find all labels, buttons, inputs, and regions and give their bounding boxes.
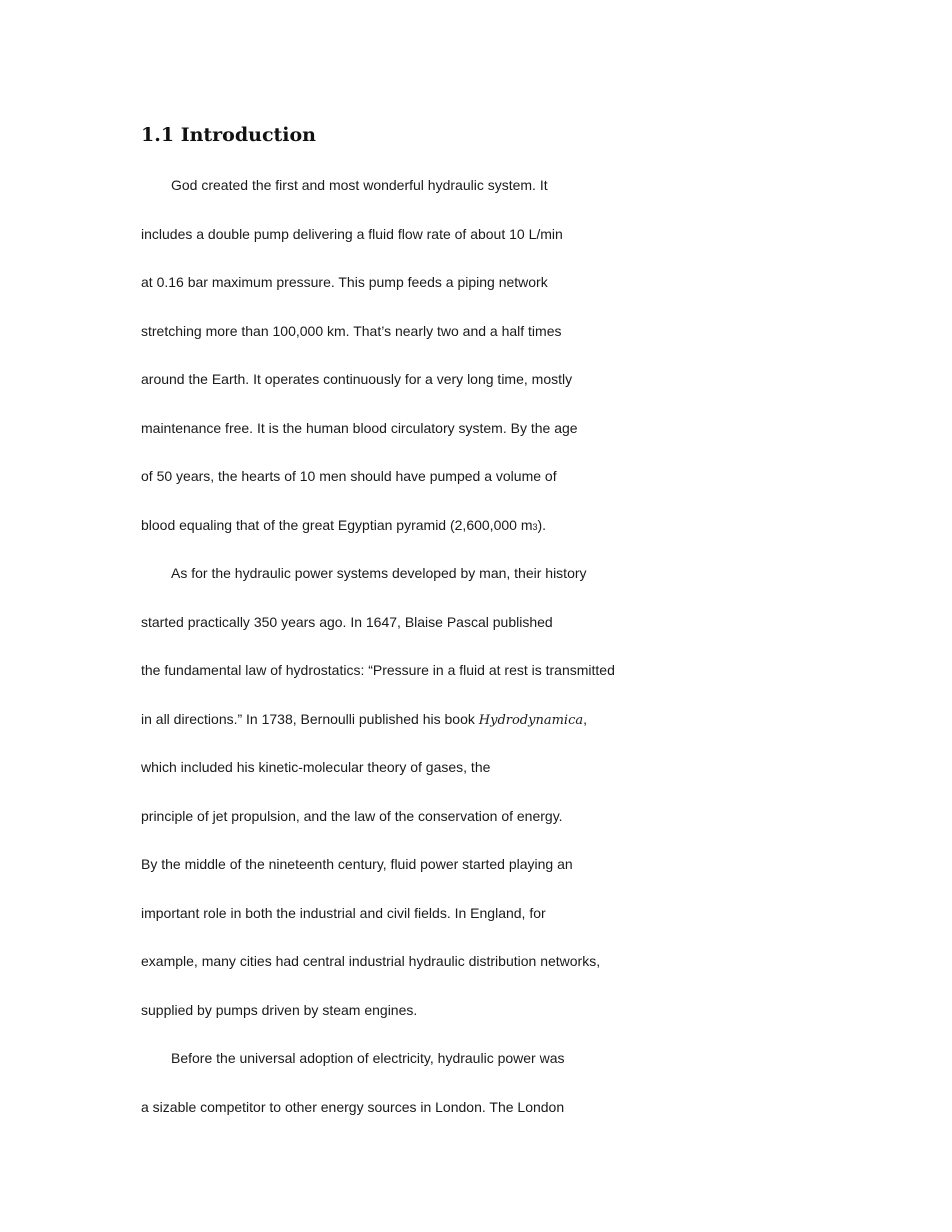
section-title: Introduction <box>180 124 316 146</box>
paragraph-line: supplied by pumps driven by steam engines. <box>141 1002 418 1018</box>
subscript: 3 <box>532 522 538 532</box>
section-number: 1.1 <box>141 124 175 146</box>
paragraph-line <box>141 710 587 730</box>
paragraph-line: maintenance free. It is the human blood circulatory system. By the age <box>141 420 578 436</box>
paragraph-line: includes a double pump delivering a fluid flow rate of about 10 L/min <box>141 226 563 242</box>
book-title: Hydrodynamica <box>478 713 584 728</box>
paragraph-line: the fundamental law of hydrostatics: “Pressure in a fluid at rest is transmitted <box>141 662 615 678</box>
paragraph-line: stretching more than 100,000 km. That’s nearly two and a half times <box>141 323 562 339</box>
section-heading <box>141 124 316 146</box>
paragraph-line: important role in both the industrial and civil fields. In England, for <box>141 905 546 921</box>
paragraph-line: at 0.16 bar maximum pressure. This pump feeds a piping network <box>141 274 548 290</box>
paragraph-line: a sizable competitor to other energy sources in London. The London <box>141 1099 565 1115</box>
text-run: , <box>583 711 588 727</box>
paragraph-line: As for the hydraulic power systems developed by man, their history <box>171 565 587 581</box>
text-run: in all directions.” In 1738, Bernoulli published his book <box>141 711 479 727</box>
paragraph-line: of 50 years, the hearts of 10 men should have pumped a volume of <box>141 468 557 484</box>
paragraph-line: By the middle of the nineteenth century, fluid power started playing an <box>141 856 573 872</box>
paragraph-line: around the Earth. It operates continuously for a very long time, mostly <box>141 371 573 387</box>
paragraph-line: started practically 350 years ago. In 1647, Blaise Pascal published <box>141 614 553 630</box>
paragraph-line: principle of jet propulsion, and the law of the conservation of energy. <box>141 808 563 824</box>
text-run: blood equaling that of the great Egyptian pyramid (2,600,000 m <box>141 517 533 533</box>
text-run: ). <box>537 517 547 533</box>
paragraph-line: which included his kinetic-molecular theory of gases, the <box>141 759 491 775</box>
paragraph-line <box>141 516 546 536</box>
paragraph-line: Before the universal adoption of electricity, hydraulic power was <box>171 1050 565 1066</box>
paragraph-line: God created the first and most wonderful hydraulic system. It <box>171 177 548 193</box>
paragraph-line: example, many cities had central industrial hydraulic distribution networks, <box>141 953 601 969</box>
